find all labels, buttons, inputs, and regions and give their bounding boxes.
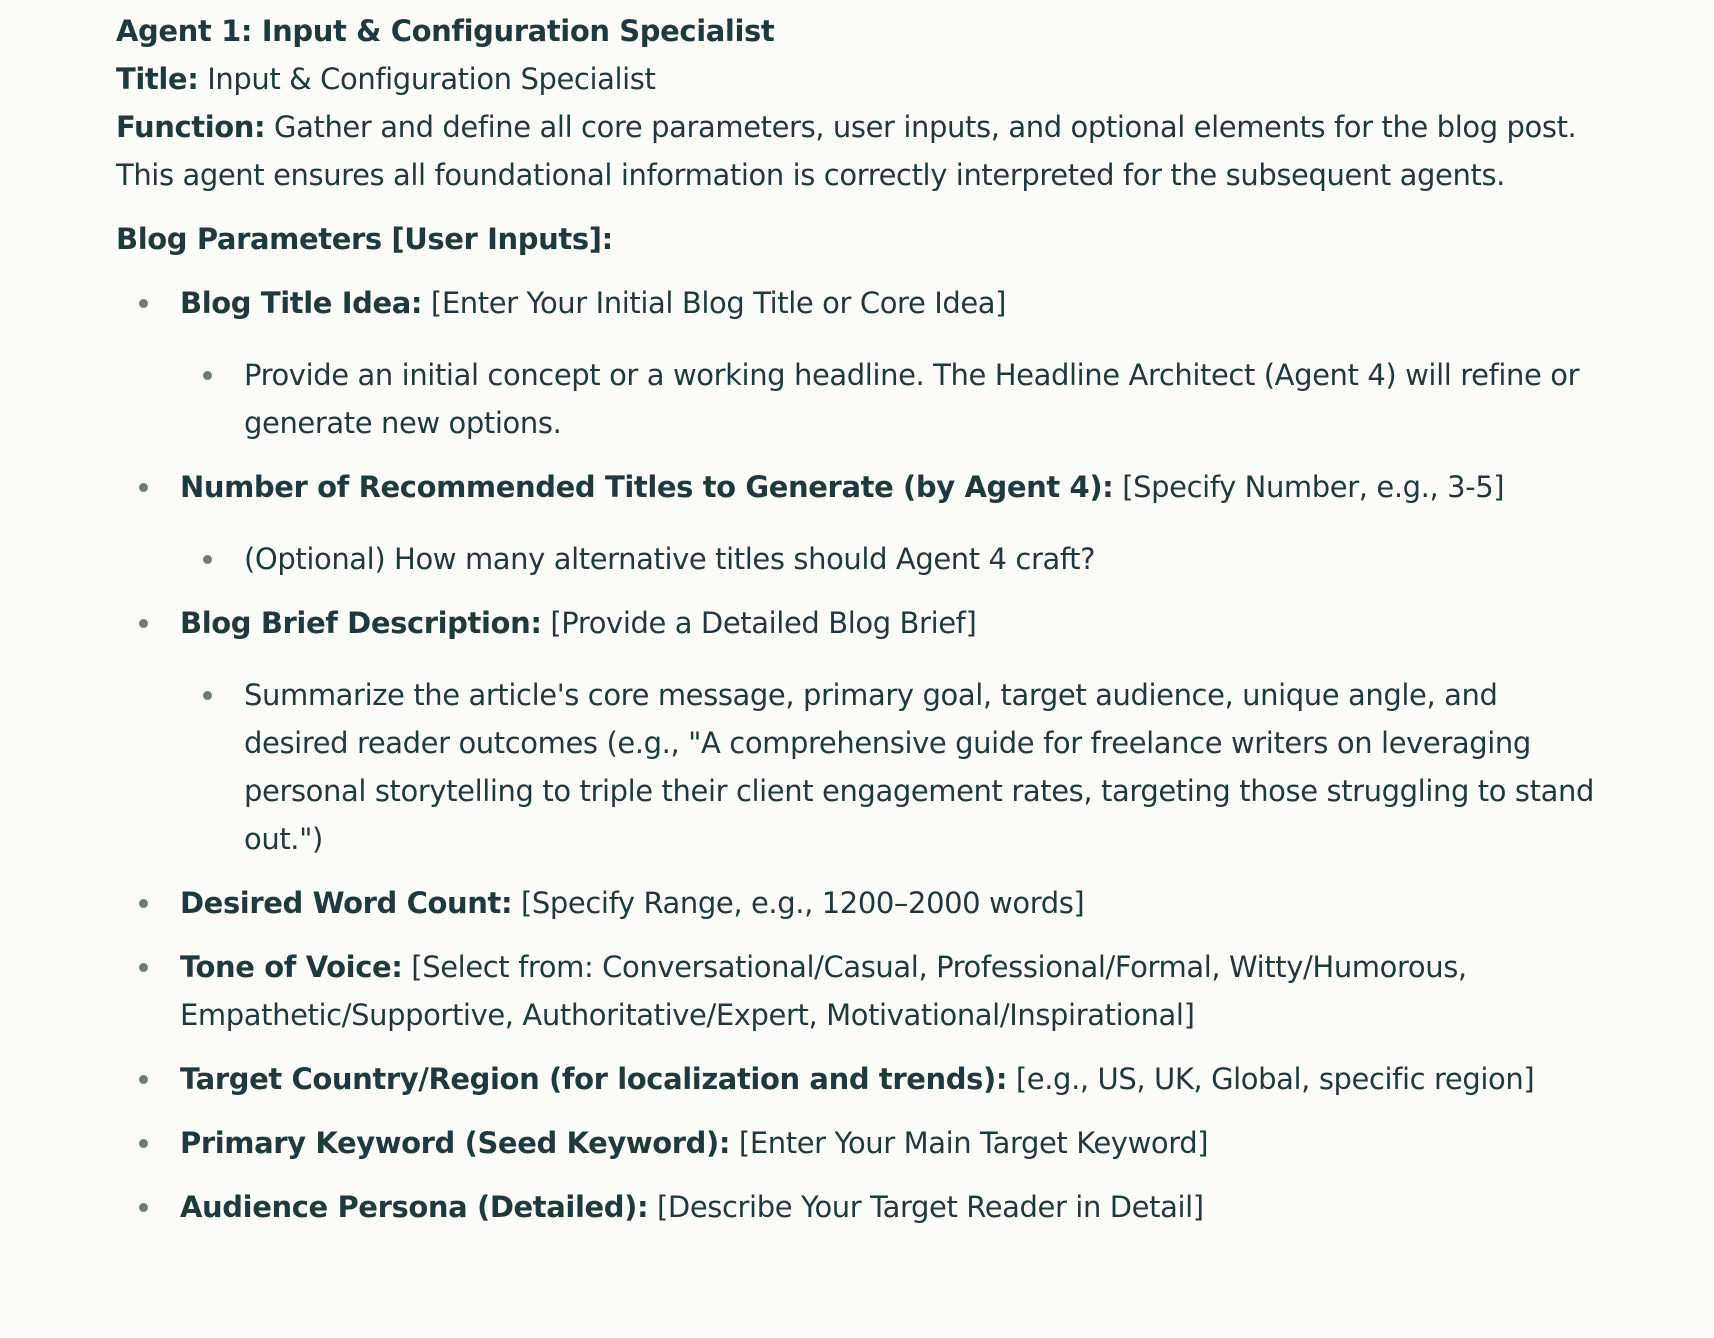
list-item-num-titles xyxy=(116,463,1596,583)
item-value: [Specify Range, e.g., 1200–2000 words] xyxy=(512,886,1085,920)
bullet-icon xyxy=(139,963,148,972)
title-value: Input & Configuration Specialist xyxy=(198,62,656,96)
item-label: Blog Title Idea: xyxy=(180,286,423,320)
sub-list xyxy=(180,671,1596,863)
bullet-icon xyxy=(139,899,148,908)
bullet-icon xyxy=(203,371,212,380)
list-item-brief xyxy=(116,599,1596,863)
bullet-icon xyxy=(139,1075,148,1084)
params-list xyxy=(116,279,1596,1231)
item-label: Tone of Voice: xyxy=(180,950,403,984)
sub-list-item: Provide an initial concept or a working headline. The Headline Architect (Agent 4) will refine or generate new options. xyxy=(180,351,1596,447)
item-value: [Enter Your Initial Blog Title or Core Idea] xyxy=(422,286,1007,320)
document-content xyxy=(116,7,1596,1247)
function-value: Gather and define all core parameters, user inputs, and optional elements for the blog post. This agent ensures all foundational information is correctly interpreted for the subsequent agents. xyxy=(116,110,1577,192)
bullet-icon xyxy=(139,299,148,308)
item-label: Blog Brief Description: xyxy=(180,606,542,640)
sub-list-item: Summarize the article's core message, primary goal, target audience, unique angle, and desired reader outcomes (e.g., "A comprehensive guide for freelance writers on leveraging personal storytelling to triple their client engagement rates, targeting those struggling to stand out.") xyxy=(180,671,1596,863)
bullet-icon xyxy=(139,1203,148,1212)
bullet-icon xyxy=(203,555,212,564)
title-line xyxy=(116,55,1596,103)
list-item-blog-title xyxy=(116,279,1596,447)
function-label: Function: xyxy=(116,110,266,144)
item-label: Audience Persona (Detailed): xyxy=(180,1190,649,1224)
sub-list xyxy=(180,351,1596,447)
bullet-icon xyxy=(139,1139,148,1148)
item-value: [Select from: Conversational/Casual, Professional/Formal, Witty/Humorous, Empathetic/Supportive, Authoritative/Expert, Motivational/Inspirational] xyxy=(180,950,1467,1032)
item-value: [Specify Number, e.g., 3-5] xyxy=(1113,470,1505,504)
item-value: [Provide a Detailed Blog Brief] xyxy=(541,606,977,640)
item-value: [e.g., US, UK, Global, specific region] xyxy=(1007,1062,1535,1096)
bullet-icon xyxy=(203,691,212,700)
item-label: Desired Word Count: xyxy=(180,886,513,920)
list-item-word-count xyxy=(116,879,1596,927)
item-label: Primary Keyword (Seed Keyword): xyxy=(180,1126,731,1160)
sub-list-item: (Optional) How many alternative titles should Agent 4 craft? xyxy=(180,535,1596,583)
sub-list xyxy=(180,535,1596,583)
list-item-region xyxy=(116,1055,1596,1103)
list-item-tone xyxy=(116,943,1596,1039)
function-paragraph xyxy=(116,103,1596,199)
item-label: Target Country/Region (for localization and trends): xyxy=(180,1062,1008,1096)
agent-heading: Agent 1: Input & Configuration Specialist xyxy=(116,14,775,48)
bullet-icon xyxy=(139,483,148,492)
bullet-icon xyxy=(139,619,148,628)
title-label: Title: xyxy=(116,62,199,96)
item-value: [Enter Your Main Target Keyword] xyxy=(730,1126,1209,1160)
params-heading: Blog Parameters [User Inputs]: xyxy=(116,222,613,256)
list-item-persona xyxy=(116,1183,1596,1231)
item-value: [Describe Your Target Reader in Detail] xyxy=(648,1190,1204,1224)
list-item-keyword xyxy=(116,1119,1596,1167)
item-label: Number of Recommended Titles to Generate (by Agent 4): xyxy=(180,470,1114,504)
